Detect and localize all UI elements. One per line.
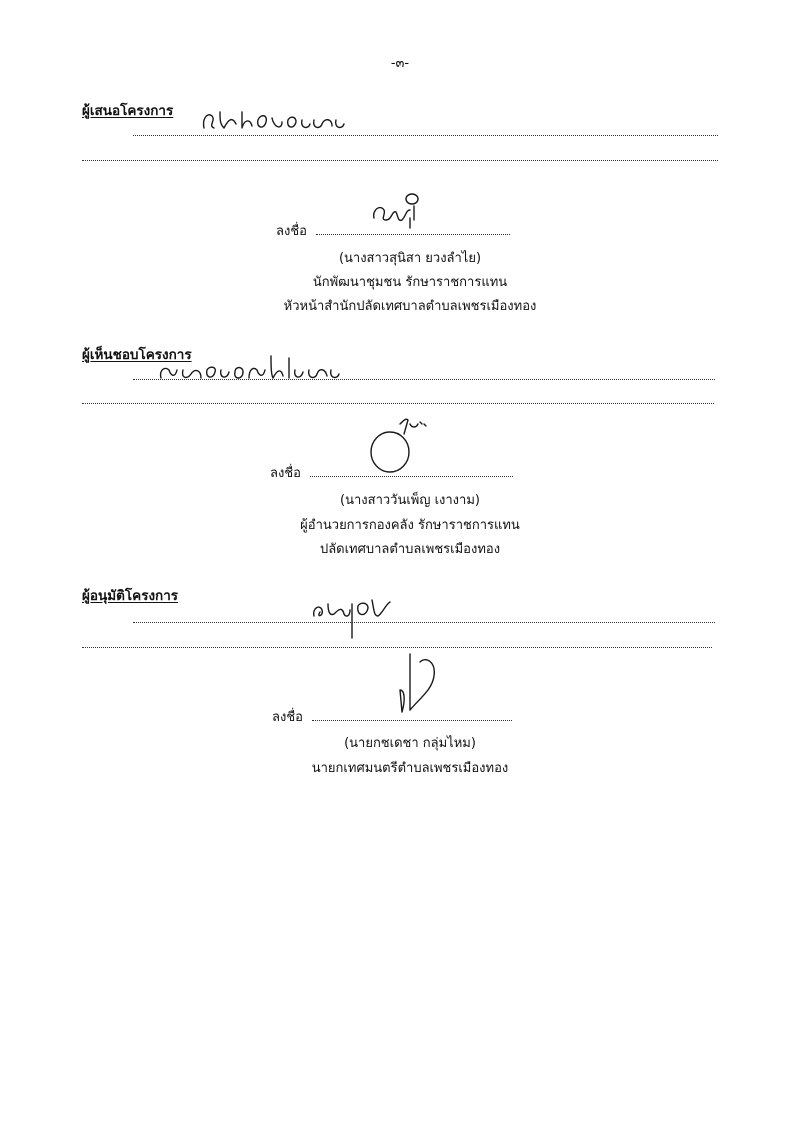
proposer-name: (นางสาวสุนิสา ยวงลำไย) (338, 251, 482, 266)
approver-sign-label: ลงชื่อ (272, 710, 303, 725)
approver-handwritten-comment (308, 590, 398, 642)
endorser-sign-label: ลงชื่อ (270, 466, 301, 481)
endorser-position-line-2: ปลัดเทศบาลตำบลเพชรเมืองทอง (319, 542, 501, 557)
proposer-heading: ผู้เสนอโครงการ (82, 103, 174, 119)
approver-signature-line (312, 720, 512, 721)
approver-signature (388, 650, 458, 716)
approver-position-line-1: นายกเทศมนตรีตำบลเพชรเมืองทอง (311, 761, 509, 776)
approver-comment-line-2 (82, 647, 712, 648)
proposer-sign-label: ลงชื่อ (276, 224, 307, 239)
proposer-handwritten-comment (198, 98, 348, 138)
proposer-comment-line-2 (82, 160, 718, 161)
endorser-position-line-1: ผู้อำนวยการกองคลัง รักษาราชการแทน (300, 518, 520, 533)
approver-heading: ผู้อนุมัติโครงการ (82, 588, 179, 604)
page-number: -๓- (390, 56, 410, 71)
endorser-comment-line-2 (82, 403, 714, 404)
proposer-signature-line (316, 234, 510, 235)
approver-name: (นายกชเดชา กลุ่มไหม) (344, 736, 476, 751)
endorser-heading: ผู้เห็นชอบโครงการ (82, 347, 192, 363)
proposer-comment-line-1 (133, 135, 718, 136)
proposer-position-line-1: นักพัฒนาชุมชน รักษาราชการแทน (312, 275, 508, 290)
endorser-name: (นางสาววันเพ็ญ เงางาม) (340, 493, 480, 508)
proposer-position-line-2: หัวหน้าสำนักปลัดเทศบาลตำบลเพชรเมืองทอง (283, 299, 537, 314)
endorser-signature-line (310, 476, 513, 477)
endorser-signature (362, 410, 442, 476)
endorser-handwritten-comment (155, 348, 345, 388)
proposer-signature (370, 192, 430, 234)
endorser-comment-line-1 (133, 379, 715, 380)
approver-comment-line-1 (133, 622, 715, 623)
